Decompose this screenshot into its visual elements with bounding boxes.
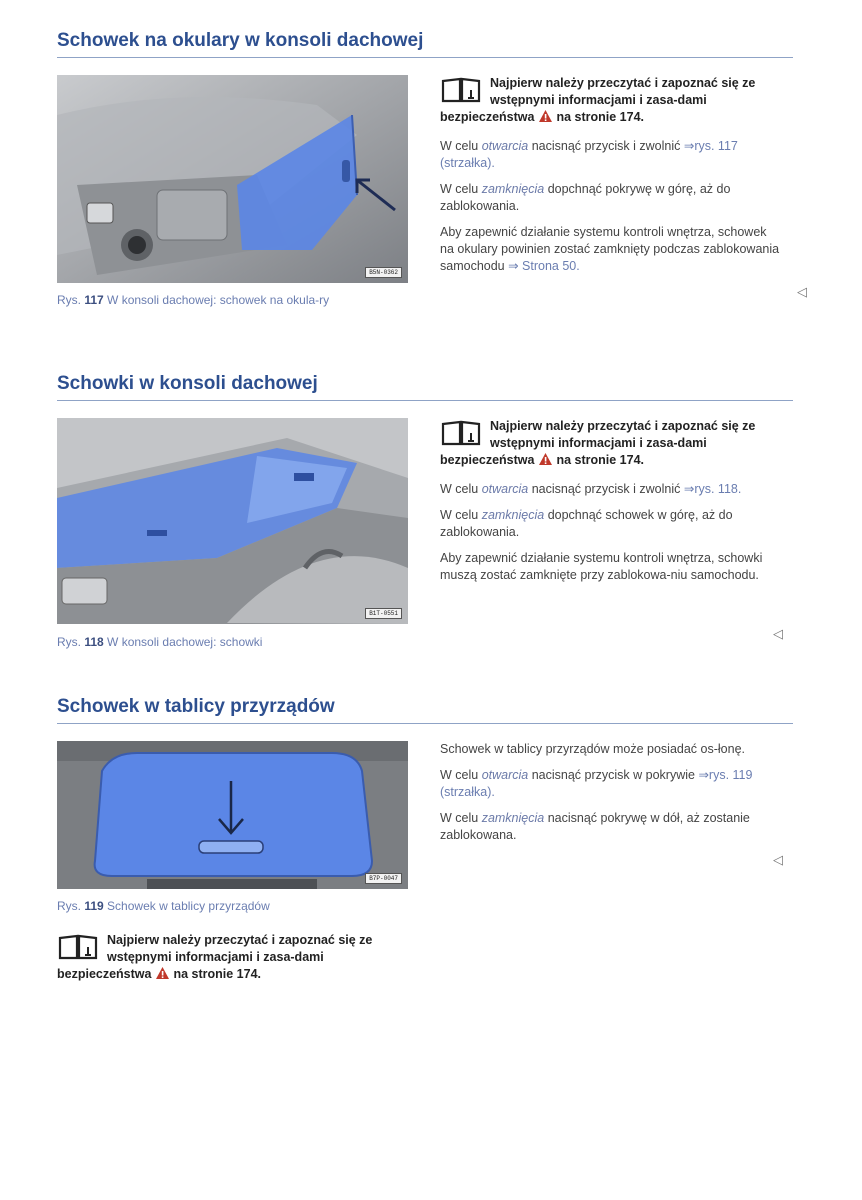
end-of-section-mark: ◁ bbox=[773, 626, 783, 641]
section-title-dashboard-compartment: Schowek w tablicy przyrządów bbox=[57, 696, 793, 724]
warning-triangle-icon bbox=[155, 966, 170, 980]
book-icon bbox=[440, 419, 482, 447]
safety-notice-dashboard bbox=[57, 932, 402, 995]
figure-119-dashboard-compartment bbox=[57, 741, 408, 889]
warning-triangle-icon bbox=[538, 452, 553, 466]
paragraph-open: W celu otwarcia nacisnąć przycisk w pokrywie ⇒rys. 119 (strzałka). bbox=[440, 768, 753, 799]
figure-code: B1T-0551 bbox=[365, 608, 402, 619]
figure-117-glasses-holder bbox=[57, 75, 408, 283]
book-icon bbox=[57, 933, 99, 961]
paragraph-close: W celu zamknięcia dopchnąć pokrywę w górę, aż do zablokowania. bbox=[440, 182, 731, 213]
paragraph-interior-monitoring: Aby zapewnić działanie systemu kontroli wnętrza, schowki muszą zostać zamknięte przy zablokowa-niu samochodu. bbox=[440, 551, 763, 582]
paragraph-cover: Schowek w tablicy przyrządów może posiadać os-łonę. bbox=[440, 742, 745, 756]
figure-caption: Rys. 118 W konsoli dachowej: schowki bbox=[57, 635, 263, 649]
paragraph-open: W celu otwarcia nacisnąć przycisk i zwolnić ⇒rys. 117 (strzałka). bbox=[440, 139, 738, 170]
end-of-section-mark: ◁ bbox=[773, 852, 783, 867]
warning-triangle-icon bbox=[538, 109, 553, 123]
figure-118-roof-compartments bbox=[57, 418, 408, 624]
book-icon bbox=[440, 76, 482, 104]
paragraph-close: W celu zamknięcia dopchnąć schowek w górę, aż do zablokowania. bbox=[440, 508, 733, 539]
section-title-glasses: Schowek na okulary w konsoli dachowej bbox=[57, 30, 793, 58]
paragraph-close: W celu zamknięcia nacisnąć pokrywę w dół, aż zostanie zablokowana. bbox=[440, 811, 750, 842]
text-column-glasses bbox=[440, 75, 780, 284]
safety-notice: Najpierw należy przeczytać i zapoznać się ze wstępnymi informacjami i zasa-dami bezpieczeństwa na stronie 174. bbox=[440, 419, 756, 467]
section-title-roof-compartments: Schowki w konsoli dachowej bbox=[57, 373, 793, 401]
safety-notice: Najpierw należy przeczytać i zapoznać się ze wstępnymi informacjami i zasa-dami bezpieczeństwa na stronie 174. bbox=[57, 933, 373, 981]
text-column-roof-compartments bbox=[440, 418, 780, 593]
end-of-section-mark: ◁ bbox=[797, 284, 807, 299]
figure-code: B5N-0362 bbox=[365, 267, 402, 278]
safety-notice: Najpierw należy przeczytać i zapoznać się ze wstępnymi informacjami i zasa-dami bezpieczeństwa na stronie 174. bbox=[440, 76, 756, 124]
figure-code: B7P-0047 bbox=[365, 873, 402, 884]
figure-caption: Rys. 117 W konsoli dachowej: schowek na okula-ry bbox=[57, 293, 330, 307]
figure-caption: Rys. 119 Schowek w tablicy przyrządów bbox=[57, 899, 270, 913]
text-column-dashboard bbox=[440, 741, 780, 853]
paragraph-interior-monitoring: Aby zapewnić działanie systemu kontroli wnętrza, schowek na okulary powinien zostać zamknięty podczas zablokowania samochodu ⇒ Strona 50. bbox=[440, 225, 780, 273]
paragraph-open: W celu otwarcia nacisnąć przycisk i zwolnić ⇒rys. 118. bbox=[440, 482, 742, 496]
